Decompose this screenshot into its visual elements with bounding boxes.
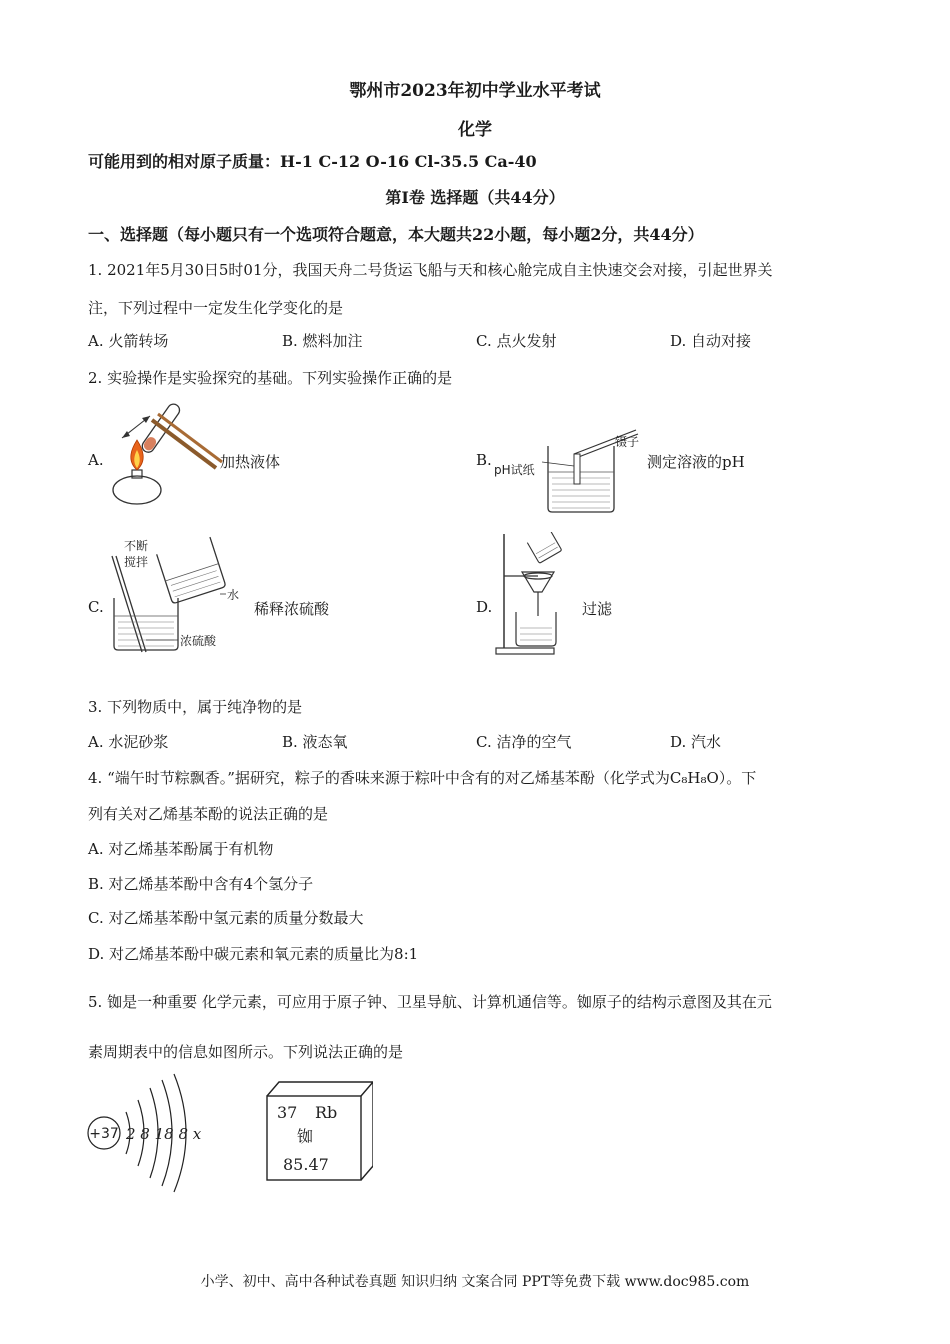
tweezers-label: 镊子 [615,435,640,449]
q3-option-d: D. 汽水 [670,733,722,751]
electron-config: 2 8 18 8 x [126,1125,202,1143]
rubidium-atom-structure [84,1072,214,1194]
q4-option-a: A. 对乙烯基苯酚属于有机物 [88,840,274,858]
q1-stem-line1: 1. 2021年5月30日5时01分，我国天舟二号货运飞船与天和核心舱完成自主快速交会对接，引起世界关 [88,261,773,279]
filtration-figure [492,532,562,658]
q2-d-letter: D. [476,598,493,616]
q1-option-b: B. 燃料加注 [282,332,363,350]
nucleus-charge: +37 [89,1126,119,1142]
q2-a-caption: 加热液体 [220,453,281,471]
stir-label-2: 搅拌 [124,555,149,569]
heating-liquid-figure [104,398,224,513]
element-symbol: Rb [315,1103,338,1122]
element-name: 铷 [297,1127,314,1146]
subject-title: 化学 [458,120,492,140]
q4-option-b: B. 对乙烯基苯酚中含有4个氢分子 [88,875,314,893]
stir-label-1: 不断 [124,539,149,553]
q1-option-d: D. 自动对接 [670,332,752,350]
ph-paper-label: pH试纸 [494,463,535,477]
q4-option-d: D. 对乙烯基苯酚中碳元素和氧元素的质量比为8:1 [88,945,419,963]
section-title: 一、选择题（每小题只有一个选项符合题意，本大题共22小题，每小题2分，共44分） [88,225,704,244]
q2-b-letter: B. [476,451,492,469]
q2-a-letter: A. [88,451,104,469]
ph-test-figure [490,424,650,516]
atomic-mass: 85.47 [283,1155,329,1174]
q3-option-c: C. 洁净的空气 [476,733,572,751]
q1-stem-line2: 注，下列过程中一定发生化学变化的是 [88,299,344,317]
footer-text: 小学、初中、高中各种试卷真题 知识归纳 文案合同 PPT等免费下载 www.doc985.com [200,1274,750,1290]
q3-stem: 3. 下列物质中，属于纯净物的是 [88,698,303,716]
q1-option-c: C. 点火发射 [476,332,557,350]
water-label: 水 [227,588,240,602]
q5-stem-line1: 5. 铷是一种重要 化学元素，可应用于原子钟、卫星导航、计算机通信等。铷原子的结构示意图及其在元 [88,993,772,1011]
q2-stem: 2. 实验操作是实验探究的基础。下列实验操作正确的是 [88,369,453,387]
acid-label: 浓硫酸 [180,634,217,648]
atomic-number: 37 [277,1103,298,1122]
q4-stem-line2: 列有关对乙烯基苯酚的说法正确的是 [88,805,329,823]
q3-option-b: B. 液态氧 [282,733,348,751]
q2-b-caption: 测定溶液的pH [647,453,745,471]
q2-d-caption: 过滤 [582,600,613,618]
q4-stem-line1: 4. “端午时节粽飘香。”据研究，粽子的香味来源于粽叶中含有的对乙烯基苯酚（化学式为C₈H₈O）。下 [88,769,757,787]
q2-c-caption: 稀释浓硫酸 [254,600,330,618]
part-title: 第Ⅰ卷 选择题（共44分） [385,188,565,207]
q5-stem-line2: 素周期表中的信息如图所示。下列说法正确的是 [88,1043,404,1061]
exam-title: 鄂州市2023年初中学业水平考试 [349,81,601,101]
q1-option-a: A. 火箭转场 [88,332,169,350]
q3-option-a: A. 水泥砂浆 [88,733,169,751]
dilute-acid-figure [102,536,252,656]
rubidium-element-cell [257,1078,373,1182]
atomic-masses: 可能用到的相对原子质量：H-1 C-12 O-16 Cl-35.5 Ca-40 [88,152,537,171]
q2-c-letter: C. [88,598,104,616]
q4-option-c: C. 对乙烯基苯酚中氢元素的质量分数最大 [88,909,364,927]
